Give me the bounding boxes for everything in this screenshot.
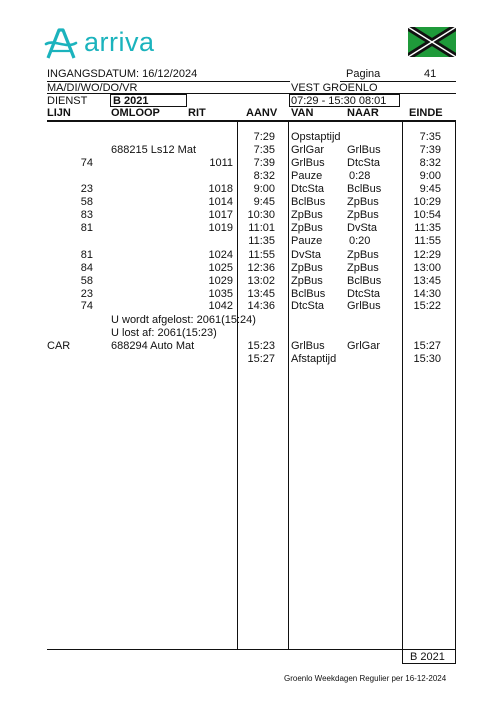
col-header-omloop: OMLOOP: [111, 107, 160, 119]
van-cell: ZpBus: [291, 222, 323, 234]
col-header-lijn: LIJN: [47, 107, 71, 119]
einde-cell: 11:35: [414, 222, 441, 234]
footer-note: Groenlo Weekdagen Regulier per 16-12-2024: [284, 674, 447, 683]
einde-cell: 13:00: [413, 262, 441, 274]
achterhoek-flag-icon: [408, 27, 456, 57]
rit-cell: 1024: [208, 249, 233, 261]
naar-cell: GrlBus: [347, 300, 381, 312]
rit-cell: 1035: [208, 288, 233, 300]
location: VEST GROENLO: [291, 82, 378, 94]
time-range: 07:29 - 15:30 08:01: [291, 95, 387, 107]
aanv-cell: 9:45: [253, 196, 275, 208]
rit-cell: 1029: [208, 275, 233, 287]
dienst-value: B 2021: [113, 95, 149, 107]
lijn-cell: 81: [80, 249, 93, 261]
naar-cell: GrlBus: [347, 144, 381, 156]
footer-dienst-box: [402, 649, 456, 664]
einde-cell: 10:29: [413, 196, 441, 208]
lijn-cell: 81: [80, 222, 93, 234]
col-header-van: VAN: [291, 107, 314, 119]
aanv-cell: 12:36: [247, 262, 275, 274]
aanv-cell: 15:23: [247, 340, 275, 352]
aanv-cell: 7:29: [253, 131, 275, 143]
naar-cell: BclBus: [347, 183, 382, 195]
einde-cell: 12:29: [413, 249, 441, 261]
einde-cell: 15:30: [413, 353, 441, 365]
van-cell: ZpBus: [291, 275, 323, 287]
lijn-cell: 83: [80, 209, 93, 221]
naar-cell: GrlGar: [347, 340, 380, 352]
einde-cell: 7:39: [419, 144, 441, 156]
footer-dienst: B 2021: [410, 651, 445, 663]
aanv-cell: 11:55: [248, 249, 275, 261]
naar-cell: DtcSta: [347, 288, 381, 300]
einde-cell: 15:27: [413, 340, 441, 352]
einde-cell: 11:55: [414, 235, 441, 247]
naar-cell: 0:20: [349, 235, 371, 247]
einde-cell: 13:45: [413, 275, 441, 287]
lijn-cell: 74: [80, 300, 93, 312]
van-cell: Pauze: [291, 235, 323, 247]
col-header-einde: EINDE: [409, 107, 443, 119]
time-range-box: [289, 94, 400, 107]
einde-cell: 14:30: [413, 288, 441, 300]
aanv-cell: 14:36: [247, 300, 275, 312]
naar-cell: ZpBus: [347, 209, 379, 221]
col-header-naar: NAAR: [347, 107, 379, 119]
einde-cell: 7:35: [419, 131, 441, 143]
naar-cell: 0:28: [349, 170, 371, 182]
arriva-logo-text: arriva: [84, 27, 155, 57]
aanv-cell: 8:32: [253, 170, 275, 182]
lijn-cell: 74: [80, 157, 93, 169]
arriva-logo-mark-icon: [44, 27, 78, 61]
van-cell: Opstaptijd: [291, 131, 341, 143]
van-cell: DvSta: [291, 249, 321, 261]
van-cell: ZpBus: [291, 209, 323, 221]
rit-cell: 1019: [208, 222, 233, 234]
rit-cell: 1025: [208, 262, 233, 274]
dienst-label: DIENST: [47, 95, 88, 107]
arriva-logo: [44, 27, 174, 61]
aanv-cell: 13:02: [247, 275, 275, 287]
dienst-value-box: [110, 94, 187, 107]
aanv-cell: 9:00: [253, 183, 275, 195]
naar-cell: ZpBus: [347, 196, 379, 208]
rit-cell: 1018: [208, 183, 233, 195]
aanv-cell: 7:35: [253, 144, 275, 156]
start-date: INGANGSDATUM: 16/12/2024: [47, 68, 198, 80]
lijn-cell: 58: [80, 196, 93, 208]
aanv-cell: 15:27: [247, 353, 275, 365]
einde-cell: 10:54: [413, 209, 441, 221]
table-bottom-rule: [47, 649, 456, 650]
naar-cell: ZpBus: [347, 262, 379, 274]
naar-cell: DvSta: [347, 222, 377, 234]
aanv-cell: 11:35: [248, 235, 275, 247]
rit-cell: 1017: [208, 209, 233, 221]
col-header-rit: RIT: [188, 107, 206, 119]
einde-cell: 9:00: [419, 170, 441, 182]
col-header-aanv: AANV: [246, 107, 278, 119]
rit-cell: 1014: [208, 196, 233, 208]
rit-cell: 1011: [209, 157, 233, 169]
van-cell: Pauze: [291, 170, 323, 182]
van-cell: ZpBus: [291, 262, 323, 274]
einde-column-right-divider: [455, 121, 456, 649]
van-cell: Afstaptijd: [291, 353, 337, 365]
column-header-rule: [47, 120, 456, 122]
omloop-cell: 688215 Ls12 Mat: [111, 144, 197, 156]
van-column-divider: [288, 121, 289, 649]
lijn-cell: CAR: [47, 340, 71, 352]
einde-cell: 8:32: [419, 157, 441, 169]
aanv-cell: 10:30: [247, 209, 275, 221]
relieves-note: U lost af: 2061(15:23): [111, 327, 217, 339]
lijn-cell: 84: [80, 262, 93, 274]
van-cell: DtcSta: [291, 300, 325, 312]
page-number: 41: [424, 68, 437, 80]
van-cell: DtcSta: [291, 183, 325, 195]
einde-cell: 9:45: [419, 183, 441, 195]
aanv-cell: 11:01: [248, 222, 275, 234]
naar-cell: DtcSta: [347, 157, 381, 169]
rit-cell: 1042: [208, 300, 233, 312]
service-days: MA/DI/WO/DO/VR: [47, 82, 138, 94]
naar-cell: BclBus: [347, 275, 382, 287]
aanv-cell: 7:39: [253, 157, 275, 169]
aanv-cell: 13:45: [247, 288, 275, 300]
aanv-column-divider: [237, 121, 238, 649]
van-cell: GrlBus: [291, 157, 325, 169]
omloop-cell: 688294 Auto Mat: [111, 340, 195, 352]
van-cell: BclBus: [291, 196, 326, 208]
van-cell: GrlBus: [291, 340, 325, 352]
relief-note: U wordt afgelost: 2061(15:24): [111, 314, 256, 326]
einde-cell: 15:22: [413, 300, 441, 312]
van-cell: GrlGar: [291, 144, 324, 156]
lijn-cell: 58: [80, 275, 93, 287]
lijn-cell: 23: [80, 183, 93, 195]
van-cell: BclBus: [291, 288, 326, 300]
lijn-cell: 23: [80, 288, 93, 300]
page-label: Pagina: [346, 68, 381, 80]
naar-cell: ZpBus: [347, 249, 379, 261]
